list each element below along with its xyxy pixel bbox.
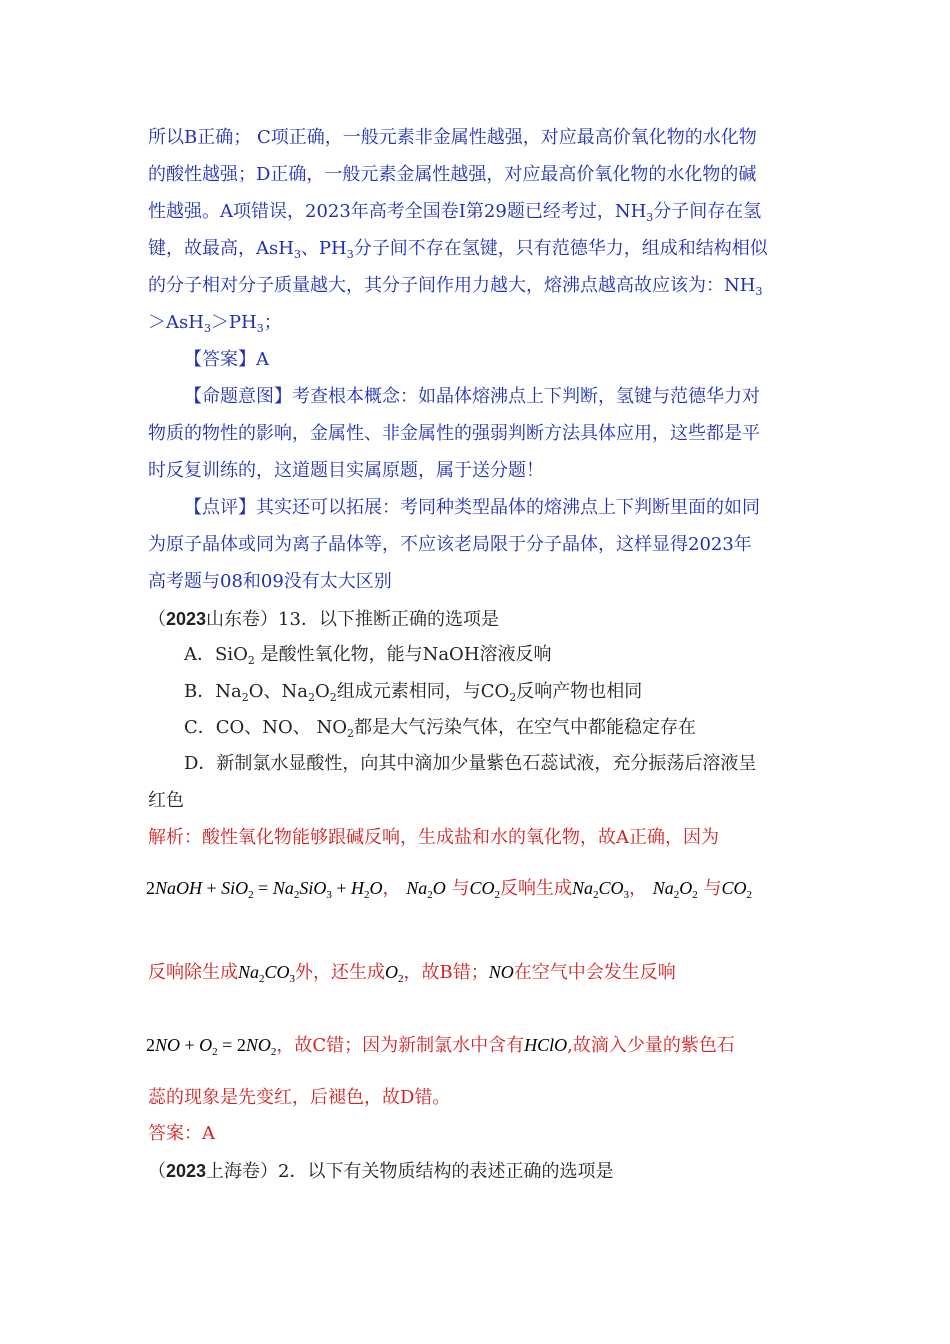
analysis-equation-1: 2NaOH + $SiO_2 = Na_2SiO_3 + H_2O$， $Na_2O$ 与$CO_2$反响生成$Na_2CO_3$， $Na_2O_2$ 与$CO_2$ <box>146 878 753 901</box>
option-c: C．CO、NO、 $NO_2$都是大气污染气体，在空气中都能稳定存在 <box>184 717 697 740</box>
analysis-line-4: $2NO + O_2 = 2NO_2$，故C错；因为新制氯水中含有HClO,故滴入少量的紫色石 <box>146 1035 735 1058</box>
explanation-line-3: 性越强。A项错误，2023年高考全国卷I第29题已经考过，$NH_3$分子间存在氢 <box>148 201 762 224</box>
analysis-answer: 答案：A <box>148 1123 215 1144</box>
option-d-line-1: D．新制氯水显酸性，向其中滴加少量紫色石蕊试液，充分振荡后溶液呈 <box>184 753 757 774</box>
explanation-line-6: $>AsH_3>PH_3$； <box>148 312 282 335</box>
question-2-stem: （2023上海卷）2．以下有关物质结构的表述正确的选项是 <box>148 1161 614 1182</box>
option-a: A．SiO$_2$ 是酸性氧化物，能与NaOH溶液反响 <box>184 644 552 667</box>
option-b: B．$Na_2O$、$Na_2O_2$组成元素相同，与$CO_2$反响产物也相同 <box>184 681 643 704</box>
explanation-line-1: 所以B正确； C项正确，一般元素非金属性越强，对应最高价氧化物的水化物 <box>148 127 757 148</box>
intent-line-2: 物质的物性的影响，金属性、非金属性的强弱判断方法具体应用，这些都是平 <box>148 423 760 444</box>
explanation-line-4: 键，故最高，AsH$_3$、$PH_3$分子间不存在氢键，只有范德华力，组成和结构相似 <box>148 238 768 261</box>
comment-line-1: 【点评】其实还可以拓展：考同种类型晶体的熔沸点上下判断里面的如同 <box>184 497 760 518</box>
question-13-stem: （2023山东卷）13．以下推断正确的选项是 <box>148 609 499 630</box>
analysis-line-5: 蕊的现象是先变红，后褪色，故D错。 <box>148 1087 451 1108</box>
analysis-line-3: 反响除生成$Na_2CO_3$外，还生成$O_2$，故B错；NO在空气中会发生反响 <box>148 962 676 985</box>
comment-line-2: 为原子晶体或同为离子晶体等，不应该老局限于分子晶体，这样显得2023年 <box>148 534 752 555</box>
intent-line-3: 时反复训练的，这道题目实属原题，属于送分题！ <box>148 460 544 481</box>
intent-line-1: 【命题意图】考查根本概念：如晶体熔沸点上下判断，氢键与范德华力对 <box>184 386 760 407</box>
analysis-line-1: 解析：酸性氧化物能够跟碱反响，生成盐和水的氧化物，故A正确，因为 <box>148 827 719 848</box>
explanation-line-2: 的酸性越强；D正确，一般元素金属性越强，对应最高价氧化物的水化物的碱 <box>148 164 757 185</box>
explanation-line-5: 的分子相对分子质量越大，其分子间作用力越大，熔沸点越高故应该为：$NH_3$ <box>148 275 763 298</box>
option-d-line-2: 红色 <box>148 790 184 811</box>
comment-line-3: 高考题与08和09没有太大区别 <box>148 571 392 592</box>
answer-label: 【答案】A <box>184 349 269 370</box>
